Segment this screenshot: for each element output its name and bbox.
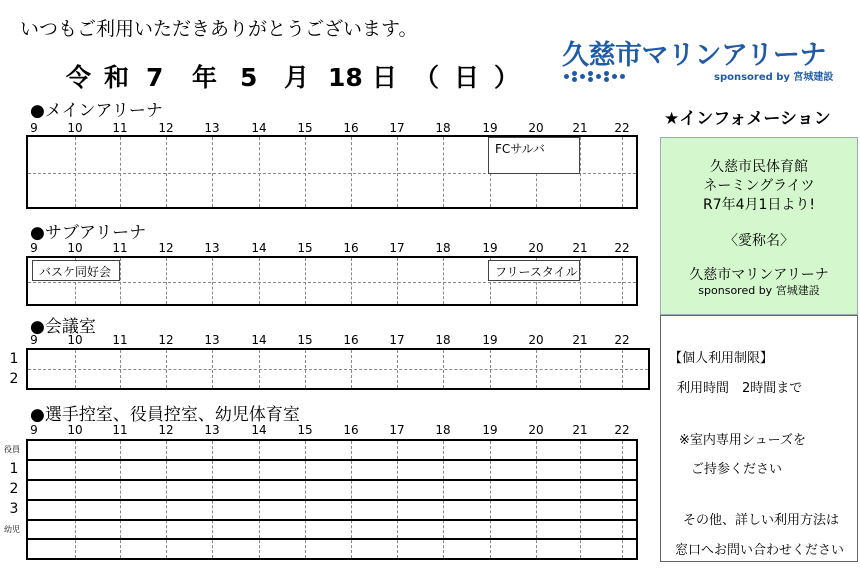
hour-label: 10 bbox=[67, 241, 83, 255]
hour-label: 18 bbox=[435, 423, 451, 437]
hour-label: 14 bbox=[251, 241, 267, 255]
hour-label: 20 bbox=[528, 333, 544, 347]
hour-label: 16 bbox=[343, 121, 359, 135]
hour-gridline bbox=[212, 137, 213, 207]
hour-gridline bbox=[351, 137, 352, 207]
info-shoes-2: ご持参ください bbox=[691, 462, 783, 477]
hour-label: 9 bbox=[30, 121, 38, 135]
hour-label: 15 bbox=[297, 333, 313, 347]
info-naming: ネーミングライツ bbox=[703, 178, 815, 194]
logo-dot bbox=[620, 74, 625, 79]
hour-gridline bbox=[166, 137, 167, 207]
info-shoes-1: ※室内専用シューズを bbox=[679, 433, 806, 448]
hour-label: 17 bbox=[389, 423, 405, 437]
hour-label: 19 bbox=[482, 423, 498, 437]
date-char: 日 bbox=[454, 63, 480, 92]
row-label: 2 bbox=[9, 371, 19, 387]
hour-label: 15 bbox=[297, 121, 313, 135]
hour-gridline bbox=[443, 258, 444, 304]
info-limit-label: 【個人利用制限】 bbox=[669, 351, 774, 366]
grid-divider bbox=[28, 538, 636, 540]
event-block[interactable]: バスケ同好会 bbox=[32, 260, 120, 281]
sub-arena-title: ●サブアリーナ bbox=[30, 223, 147, 243]
hour-label: 17 bbox=[389, 333, 405, 347]
row-label: 1 bbox=[9, 461, 19, 477]
info-contact-2: 窓口へお問い合わせください bbox=[675, 543, 845, 558]
waiting-rooms-grid bbox=[26, 439, 638, 560]
date-char: 年 bbox=[192, 63, 218, 92]
logo-dots-icon bbox=[562, 70, 632, 83]
date-heading bbox=[66, 58, 524, 94]
hour-label: 11 bbox=[112, 423, 128, 437]
date-char: 令 bbox=[66, 63, 92, 92]
hour-label: 21 bbox=[572, 121, 588, 135]
hour-gridline bbox=[259, 137, 260, 207]
logo-dot bbox=[572, 71, 577, 76]
hour-gridline bbox=[259, 258, 260, 304]
hour-gridline bbox=[397, 137, 398, 207]
logo-dot bbox=[564, 74, 569, 79]
hour-label: 21 bbox=[572, 423, 588, 437]
row-label: 役員 bbox=[4, 445, 20, 454]
logo-sponsor: sponsored by 宮城建設 bbox=[714, 72, 834, 83]
hour-label: 12 bbox=[158, 241, 174, 255]
date-char: 日 bbox=[372, 63, 398, 92]
meeting-room-grid bbox=[26, 348, 650, 390]
waiting-rooms-title: ●選手控室、役員控室、幼児体育室 bbox=[30, 405, 300, 425]
date-char: 7 bbox=[146, 63, 164, 92]
main-arena-grid bbox=[26, 135, 638, 209]
hour-gridline bbox=[580, 137, 581, 207]
logo-sponsor-bar bbox=[562, 68, 832, 84]
hour-gridline bbox=[120, 258, 121, 304]
grid-divider bbox=[28, 369, 648, 370]
hour-label: 14 bbox=[251, 423, 267, 437]
grid-divider bbox=[28, 282, 636, 283]
hour-label: 15 bbox=[297, 241, 313, 255]
date-char: 18 bbox=[328, 63, 363, 92]
hour-gridline bbox=[622, 258, 623, 304]
logo-name: 久慈市マリンアリーナ bbox=[562, 40, 826, 71]
hour-label: 19 bbox=[482, 121, 498, 135]
hour-label: 18 bbox=[435, 241, 451, 255]
hour-gridline bbox=[305, 137, 306, 207]
info-effective: R7年4月1日より! bbox=[702, 197, 816, 213]
logo-dot bbox=[604, 77, 609, 82]
hour-label: 15 bbox=[297, 423, 313, 437]
logo-dot bbox=[596, 74, 601, 79]
hour-gridline bbox=[351, 258, 352, 304]
hour-label: 16 bbox=[343, 241, 359, 255]
hour-gridline bbox=[212, 258, 213, 304]
hour-label: 12 bbox=[158, 121, 174, 135]
row-label: 2 bbox=[9, 481, 19, 497]
info-nickname-label: 〈愛称名〉 bbox=[724, 233, 794, 249]
hour-label: 12 bbox=[158, 423, 174, 437]
info-venue: 久慈市民体育館 bbox=[710, 159, 808, 175]
hour-label: 11 bbox=[112, 121, 128, 135]
hour-label: 9 bbox=[30, 333, 38, 347]
grid-divider bbox=[28, 459, 636, 461]
hour-label: 12 bbox=[158, 333, 174, 347]
hour-gridline bbox=[580, 258, 581, 304]
hour-label: 20 bbox=[528, 121, 544, 135]
greeting-text: いつもご利用いただきありがとうございます。 bbox=[20, 18, 418, 40]
hour-label: 9 bbox=[30, 241, 38, 255]
date-char: 和 bbox=[104, 63, 130, 92]
hour-label: 17 bbox=[389, 121, 405, 135]
hour-label: 14 bbox=[251, 121, 267, 135]
hour-label: 21 bbox=[572, 333, 588, 347]
hour-label: 22 bbox=[614, 241, 630, 255]
date-char: 月 bbox=[284, 63, 310, 92]
hour-label: 10 bbox=[67, 121, 83, 135]
hour-label: 16 bbox=[343, 423, 359, 437]
hour-label: 22 bbox=[614, 333, 630, 347]
hour-label: 22 bbox=[614, 423, 630, 437]
row-label: 1 bbox=[9, 351, 19, 367]
logo-dot bbox=[580, 74, 585, 79]
info-nickname-sponsor: sponsored by 宮城建設 bbox=[698, 284, 820, 297]
hour-label: 13 bbox=[204, 333, 220, 347]
logo-dot bbox=[588, 77, 593, 82]
row-label: 3 bbox=[9, 501, 19, 517]
hour-label: 19 bbox=[482, 241, 498, 255]
row-label: 幼児 bbox=[4, 525, 20, 534]
hour-label: 19 bbox=[482, 333, 498, 347]
hour-label: 13 bbox=[204, 241, 220, 255]
date-char: 5 bbox=[240, 63, 258, 92]
meeting-room-title: ●会議室 bbox=[30, 317, 96, 337]
info-nickname: 久慈市マリンアリーナ bbox=[689, 267, 829, 283]
info-contact-1: その他、詳しい利用方法は bbox=[683, 513, 840, 528]
info-limit-text: 利用時間 2時間まで bbox=[677, 381, 803, 396]
hour-label: 21 bbox=[572, 241, 588, 255]
hour-gridline bbox=[622, 137, 623, 207]
info-title: ★インフォメーション bbox=[664, 109, 831, 129]
hour-gridline bbox=[305, 258, 306, 304]
hour-gridline bbox=[397, 258, 398, 304]
event-block[interactable]: フリースタイル bbox=[488, 260, 580, 281]
logo-dot bbox=[604, 71, 609, 76]
hour-label: 17 bbox=[389, 241, 405, 255]
hour-gridline bbox=[166, 258, 167, 304]
hour-label: 20 bbox=[528, 241, 544, 255]
hour-gridline bbox=[443, 137, 444, 207]
sub-arena-grid bbox=[26, 256, 638, 306]
grid-divider bbox=[28, 479, 636, 481]
hour-label: 20 bbox=[528, 423, 544, 437]
hour-label: 13 bbox=[204, 121, 220, 135]
hour-label: 13 bbox=[204, 423, 220, 437]
hour-gridline bbox=[75, 137, 76, 207]
hour-label: 11 bbox=[112, 241, 128, 255]
logo-dot bbox=[588, 71, 593, 76]
logo-dot bbox=[612, 74, 617, 79]
hour-label: 11 bbox=[112, 333, 128, 347]
date-char: （ bbox=[414, 63, 440, 92]
info-naming-panel bbox=[660, 137, 858, 315]
main-arena-title: ●メインアリーナ bbox=[30, 101, 163, 121]
hour-label: 16 bbox=[343, 333, 359, 347]
hour-label: 18 bbox=[435, 333, 451, 347]
hour-label: 22 bbox=[614, 121, 630, 135]
date-char: ） bbox=[494, 63, 520, 92]
grid-divider bbox=[28, 499, 636, 501]
hour-label: 9 bbox=[30, 423, 38, 437]
info-rules-panel bbox=[660, 315, 858, 562]
logo-dot bbox=[572, 77, 577, 82]
hour-label: 14 bbox=[251, 333, 267, 347]
hour-label: 10 bbox=[67, 423, 83, 437]
hour-gridline bbox=[120, 137, 121, 207]
event-block[interactable]: FCサルバ bbox=[488, 137, 580, 174]
hour-label: 10 bbox=[67, 333, 83, 347]
hour-label: 18 bbox=[435, 121, 451, 135]
grid-divider bbox=[28, 519, 636, 521]
